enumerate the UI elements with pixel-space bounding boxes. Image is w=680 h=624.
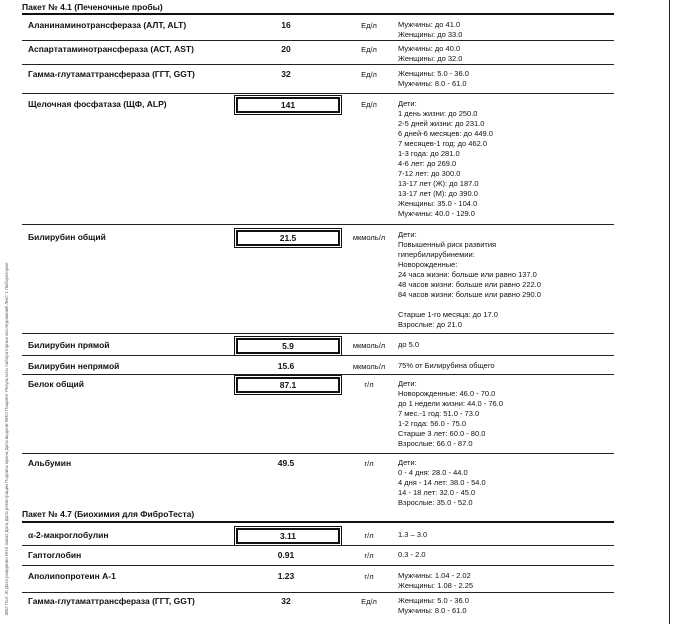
section-divider bbox=[22, 13, 614, 15]
section-title-fibrotest-panel: Пакет № 4.7 (Биохимия для ФиброТеста) bbox=[22, 509, 195, 519]
reference-line: 84 часов жизни: больше или равно 290.0 bbox=[398, 290, 541, 299]
reference-line: Старше 1-го месяца: до 17.0 bbox=[398, 310, 498, 319]
test-unit: г/л bbox=[364, 572, 374, 581]
reference-line: 14 - 18 лет: 32.0 - 45.0 bbox=[398, 488, 476, 497]
reference-line: 0.3 - 2.0 bbox=[398, 550, 426, 559]
test-value: 16 bbox=[281, 20, 291, 30]
test-value: 32 bbox=[281, 69, 291, 79]
test-unit: мкмоль/л bbox=[352, 341, 386, 350]
reference-line: 4-6 лет: до 269.0 bbox=[398, 159, 457, 168]
reference-line: Дети: bbox=[398, 99, 417, 108]
reference-range bbox=[398, 69, 612, 89]
reference-line: гипербилирубинемии: bbox=[398, 250, 475, 259]
reference-range bbox=[398, 530, 612, 540]
row-divider bbox=[22, 592, 614, 593]
reference-line: 4 дня - 14 лет: 38.0 - 54.0 bbox=[398, 478, 486, 487]
reference-line: Повышенный риск развития bbox=[398, 240, 497, 249]
test-name: Аланинаминотрансфераза (АЛТ, ALT) bbox=[28, 20, 187, 30]
test-name: Аполипопротеин А-1 bbox=[28, 571, 116, 581]
test-name: Гаптоглобин bbox=[28, 550, 82, 560]
row-divider bbox=[22, 355, 614, 356]
test-value: 32 bbox=[281, 596, 291, 606]
reference-range bbox=[398, 379, 612, 449]
reference-spacer bbox=[398, 300, 612, 310]
reference-line: 1-3 года: до 281.0 bbox=[398, 149, 460, 158]
test-unit: г/л bbox=[364, 459, 374, 468]
test-name: Гамма-глутаматтрансфераза (ГГТ, GGT) bbox=[28, 69, 195, 79]
test-value: 20 bbox=[281, 44, 291, 54]
test-name: Аспартатаминотрансфераза (АСТ, AST) bbox=[28, 44, 194, 54]
test-unit: Ед/л bbox=[361, 21, 377, 30]
reference-range bbox=[398, 44, 612, 64]
reference-line: Дети: bbox=[398, 230, 417, 239]
test-value-flagged: 5.9 bbox=[236, 338, 340, 354]
row-divider bbox=[22, 374, 614, 375]
reference-line: Мужчины: 8.0 - 61.0 bbox=[398, 79, 467, 88]
reference-range bbox=[398, 596, 612, 616]
test-unit: Ед/л bbox=[361, 100, 377, 109]
reference-line: 1.3 – 3.0 bbox=[398, 530, 428, 539]
reference-line: Женщины: до 33.0 bbox=[398, 30, 463, 39]
reference-line: 48 часов жизни: больше или равно 222.0 bbox=[398, 280, 541, 289]
test-name: Щелочная фосфатаза (ЩФ, ALP) bbox=[28, 99, 167, 109]
section-title-liver-panel: Пакет № 4.1 (Печеночные пробы) bbox=[22, 2, 163, 12]
row-divider bbox=[22, 224, 614, 225]
reference-line: 6 дней-6 месяцев: до 449.0 bbox=[398, 129, 493, 138]
reference-line: 13-17 лет (Ж): до 187.0 bbox=[398, 179, 479, 188]
test-unit: г/л bbox=[364, 380, 374, 389]
test-value: 49.5 bbox=[277, 458, 295, 468]
test-unit: г/л bbox=[364, 551, 374, 560]
test-name: Билирубин прямой bbox=[28, 340, 110, 350]
test-unit: Ед/л bbox=[361, 45, 377, 54]
reference-line: Взрослые: 66.0 - 87.0 bbox=[398, 439, 473, 448]
reference-line: Дети: bbox=[398, 458, 417, 467]
reference-line: Мужчины: до 41.0 bbox=[398, 20, 461, 29]
reference-line: 7 месяцев-1 год: до 462.0 bbox=[398, 139, 488, 148]
side-vertical-text: ЭВИ Пол: Ж Дата рождения ИНЗ Заказ Дата Дата регистрации Подпись врача Дата выдачи ФИО Пациент Результаты лабораторных исследований Лист 1 Лаборатория bbox=[4, 262, 9, 616]
reference-line: Взрослые: до 21.0 bbox=[398, 320, 462, 329]
test-name: Билирубин общий bbox=[28, 232, 106, 242]
reference-line: 13-17 лет (М): до 390.0 bbox=[398, 189, 478, 198]
test-unit: г/л bbox=[364, 531, 374, 540]
reference-line: Женщины: 35.0 - 104.0 bbox=[398, 199, 478, 208]
reference-range bbox=[398, 458, 612, 508]
right-border-line bbox=[669, 0, 670, 624]
test-value-flagged: 141 bbox=[236, 97, 340, 113]
row-divider bbox=[22, 64, 614, 65]
row-divider bbox=[22, 333, 614, 334]
reference-line: до 5.0 bbox=[398, 340, 420, 349]
reference-range bbox=[398, 550, 612, 560]
section-divider bbox=[22, 521, 614, 523]
test-name: Гамма-глутаматтрансфераза (ГГТ, GGT) bbox=[28, 596, 195, 606]
reference-line: 1-2 года: 56.0 - 75.0 bbox=[398, 419, 467, 428]
test-value: 1.23 bbox=[277, 571, 295, 581]
test-name: Билирубин непрямой bbox=[28, 361, 120, 371]
test-name: α-2-макроглобулин bbox=[28, 530, 109, 540]
reference-line: Мужчины: 40.0 - 129.0 bbox=[398, 209, 475, 218]
reference-line: Новорожденные: 46.0 - 70.0 bbox=[398, 389, 496, 398]
reference-line: Женщины: 5.0 - 36.0 bbox=[398, 69, 469, 78]
reference-line: Взрослые: 35.0 - 52.0 bbox=[398, 498, 473, 507]
reference-line: Мужчины: до 40.0 bbox=[398, 44, 461, 53]
test-value-flagged: 87.1 bbox=[236, 377, 340, 393]
reference-line: Женщины: до 32.0 bbox=[398, 54, 463, 63]
reference-range bbox=[398, 361, 612, 371]
test-value: 0.91 bbox=[277, 550, 295, 560]
reference-line: 7-12 лет: до 300.0 bbox=[398, 169, 461, 178]
test-value: 15.6 bbox=[277, 361, 295, 371]
reference-line: Мужчины: 8.0 - 61.0 bbox=[398, 606, 467, 615]
test-unit: мкмоль/л bbox=[352, 362, 386, 371]
reference-line: Старше 3 лет: 60.0 - 80.0 bbox=[398, 429, 486, 438]
reference-line: 24 часа жизни: больше или равно 137.0 bbox=[398, 270, 537, 279]
reference-line: 7 мес.-1 год: 51.0 - 73.0 bbox=[398, 409, 480, 418]
reference-line: Дети: bbox=[398, 379, 417, 388]
row-divider bbox=[22, 40, 614, 41]
test-value-flagged: 21.5 bbox=[236, 230, 340, 246]
test-unit: Ед/л bbox=[361, 70, 377, 79]
reference-line: Женщины: 1.08 - 2.25 bbox=[398, 581, 474, 590]
test-name: Белок общий bbox=[28, 379, 84, 389]
reference-range bbox=[398, 571, 612, 591]
reference-line: Новорожденные: bbox=[398, 260, 458, 269]
row-divider bbox=[22, 453, 614, 454]
test-value-flagged: 3.11 bbox=[236, 528, 340, 544]
reference-range bbox=[398, 340, 612, 350]
reference-line: 75% от Билирубина общего bbox=[398, 361, 495, 370]
reference-range bbox=[398, 230, 612, 330]
reference-range bbox=[398, 99, 612, 219]
reference-line: 2-5 дней жизни: до 231.0 bbox=[398, 119, 485, 128]
row-divider bbox=[22, 545, 614, 546]
reference-range bbox=[398, 20, 612, 40]
row-divider bbox=[22, 565, 614, 566]
test-unit: Ед/л bbox=[361, 597, 377, 606]
test-name: Альбумин bbox=[28, 458, 72, 468]
reference-line: до 1 недели жизни: 44.0 - 76.0 bbox=[398, 399, 503, 408]
reference-line: 0 - 4 дня: 28.0 - 44.0 bbox=[398, 468, 468, 477]
test-unit: мкмоль/л bbox=[352, 233, 386, 242]
reference-line: 1 день жизни: до 250.0 bbox=[398, 109, 478, 118]
row-divider bbox=[22, 93, 614, 94]
reference-line: Женщины: 5.0 - 36.0 bbox=[398, 596, 469, 605]
reference-line: Мужчины: 1.04 - 2.02 bbox=[398, 571, 471, 580]
